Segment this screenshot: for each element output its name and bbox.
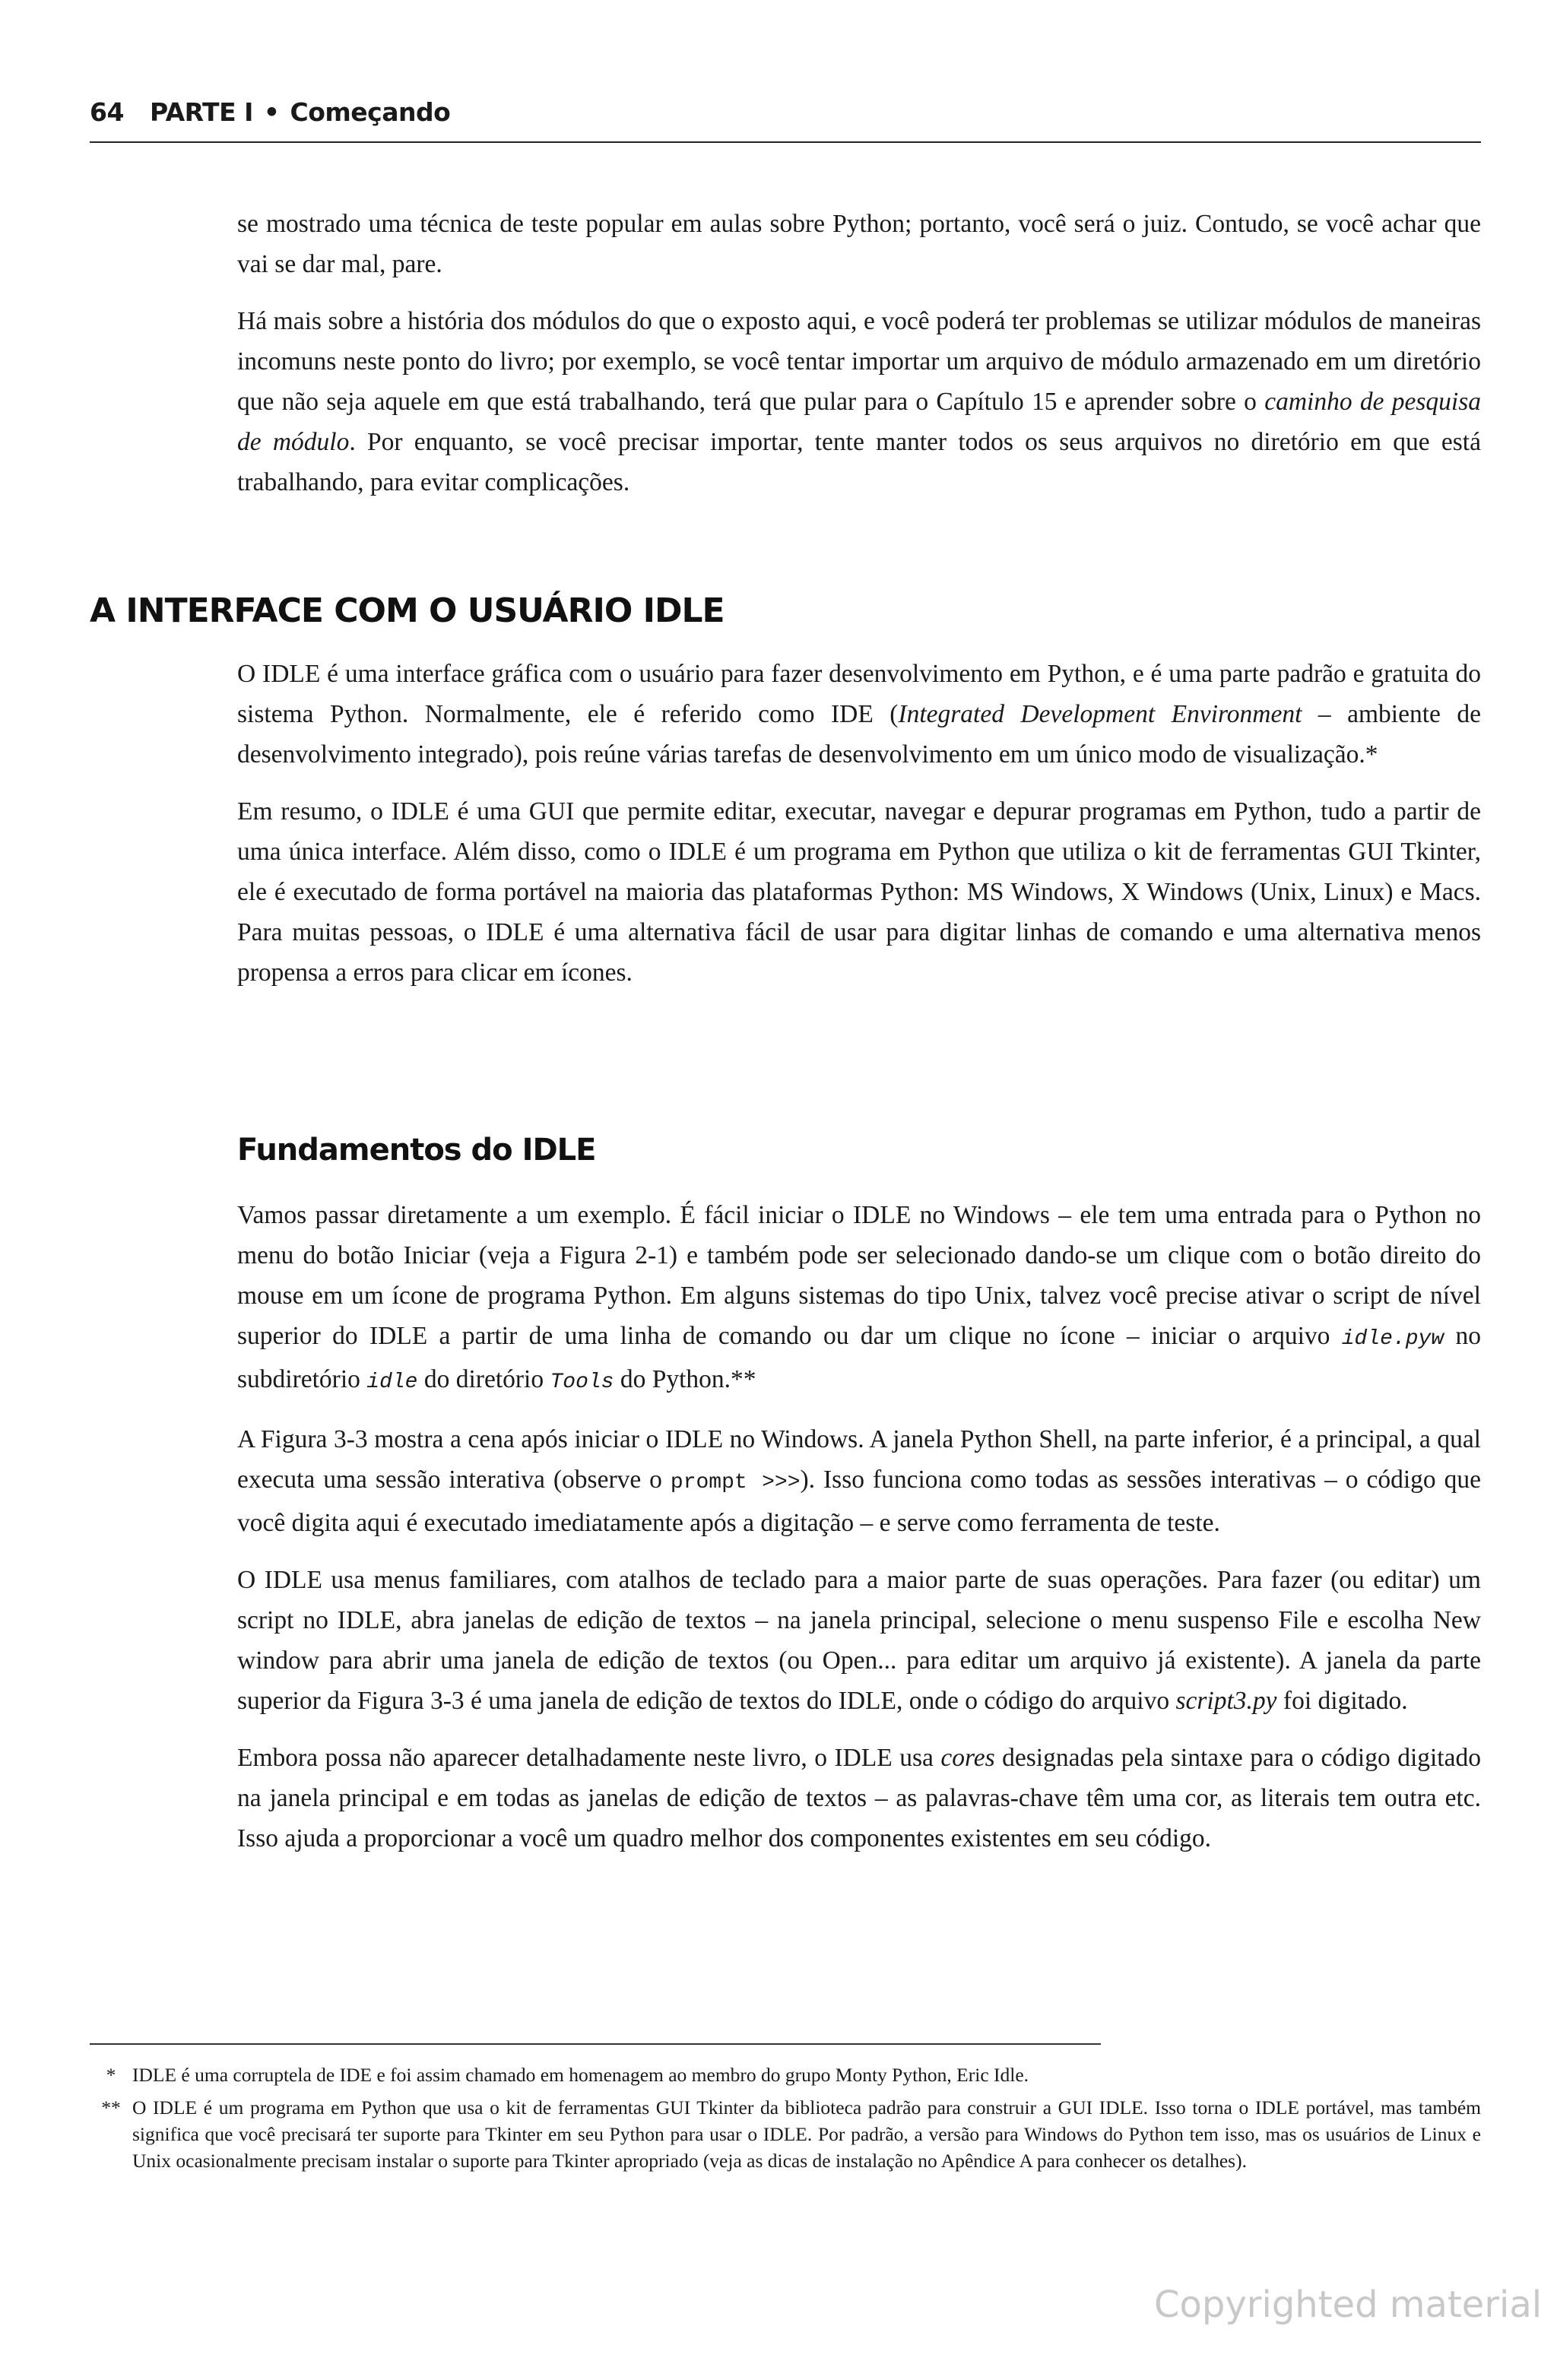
intro-paragraph-2: Há mais sobre a história dos módulos do que o exposto aqui, e você poderá ter problemas se utilizar módulos de maneiras incomuns neste ponto do livro; por exemplo, se você tentar importar um arquivo de módulo armazenado em um diretório que não seja aquele em que está trabalhando, terá que pular para o Capítulo 15 e aprender sobre o caminho de pesquisa de módulo. Por enquanto, se você precisar importar, tente manter todos os seus arquivos no diretório em que está trabalhando, para evitar complicações. (237, 307, 1481, 496)
intro-paragraph-1: se mostrado uma técnica de teste popular em aulas sobre Python; portanto, você será o juiz. Contudo, se você achar que vai se dar mal, pare. (237, 210, 1481, 278)
chapter-title: Começando (290, 97, 451, 127)
copyright-watermark: Copyrighted material (1154, 2283, 1543, 2326)
subsection-paragraph-4: Embora possa não aparecer detalhadamente neste livro, o IDLE usa cores designadas pela sintaxe para o código digitado na janela principal e em todas as janelas de edição de textos – as palavras-chave têm uma cor, as literais tem outra etc. Isso ajuda a proporcionar a você um quadro melhor dos componentes existentes em seu código. (237, 1744, 1481, 1852)
intro-block (237, 204, 1481, 502)
part-label: PARTE I (149, 97, 253, 127)
page-number: 64 (90, 97, 124, 127)
footnote-1 (90, 2062, 1481, 2088)
header-bullet: • (263, 97, 280, 127)
subsection-title: Fundamentos do IDLE (237, 1133, 596, 1168)
subsection-paragraph-1: Vamos passar diretamente a um exemplo. É fácil iniciar o IDLE no Windows – ele tem uma entrada para o Python no menu do botão Iniciar (veja a Figura 2-1) e também pode ser selecionado dando-se um clique com o botão direito do mouse em um ícone de programa Python. Em alguns sistemas do tipo Unix, talvez você precise ativar o script de nível superior do IDLE a partir de uma linha de comando ou dar um clique no ícone – iniciar o arquivo idle.pyw no subdiretório idle do diretório Tools do Python.** (237, 1201, 1481, 1394)
subsection-paragraph-3: O IDLE usa menus familiares, com atalhos de teclado para a maior parte de suas operações. Para fazer (ou editar) um script no IDLE, abra janelas de edição de textos – na janela principal, selecione o menu suspenso File e escolha New window para abrir uma janela de edição de textos (ou Open... para editar um arquivo já existente). A janela da parte superior da Figura 3-3 é uma janela de edição de textos do IDLE, onde o código do arquivo script3.py foi digitado. (237, 1566, 1481, 1715)
footnote-mark: * (106, 2064, 116, 2086)
footnote-mark: ** (101, 2096, 121, 2119)
section-title: A INTERFACE COM O USUÁRIO IDLE (90, 591, 725, 630)
footnote-text: O IDLE é um programa em Python que usa o kit de ferramentas GUI Tkinter da biblioteca padrão para construir a GUI IDLE. Isso torna o IDLE portável, mas também significa que você precisará ter suporte para Tkinter em seu Python para usar o IDLE. Por padrão, a versão para Windows do Python tem isso, mas os usuários de Linux e Unix ocasionalmente precisam instalar o suporte para Tkinter apropriado (veja as dicas de instalação no Apêndice A para conhecer os detalhes). (132, 2096, 1481, 2172)
section-body (237, 654, 1481, 993)
section-paragraph-2: Em resumo, o IDLE é uma GUI que permite editar, executar, navegar e depurar programas em Python, tudo a partir de uma única interface. Além disso, como o IDLE é um programa em Python que utiliza o kit de ferramentas GUI Tkinter, ele é executado de forma portável na maioria das plataformas Python: MS Windows, X Windows (Unix, Linux) e Macs. Para muitas pessoas, o IDLE é uma alternativa fácil de usar para digitar linhas de comando e uma alternativa menos propensa a erros para clicar em ícones. (237, 797, 1481, 987)
subsection-body (237, 1195, 1481, 1859)
footnote-2 (90, 2094, 1481, 2174)
header-rule (90, 141, 1481, 143)
section-paragraph-1: O IDLE é uma interface gráfica com o usuário para fazer desenvolvimento em Python, e é uma parte padrão e gratuita do sistema Python. Normalmente, ele é referido como IDE (Integrated Development Environment – ambiente de desenvolvimento integrado), pois reúne várias tarefas de desenvolvimento em um único modo de visualização.* (237, 660, 1481, 769)
running-header (90, 97, 1481, 127)
footnote-text: IDLE é uma corruptela de IDE e foi assim chamado em homenagem ao membro do grupo Monty Python, Eric Idle. (132, 2064, 1029, 2086)
subsection-paragraph-2: A Figura 3-3 mostra a cena após iniciar o IDLE no Windows. A janela Python Shell, na parte inferior, é a principal, a qual executa uma sessão interativa (observe o prompt >>>). Isso funciona como todas as sessões interativas – o código que você digita aqui é executado imediatamente após a digitação – e serve como ferramenta de teste. (237, 1425, 1482, 1537)
footnotes (90, 2062, 1481, 2174)
footnote-rule (90, 2043, 1101, 2045)
